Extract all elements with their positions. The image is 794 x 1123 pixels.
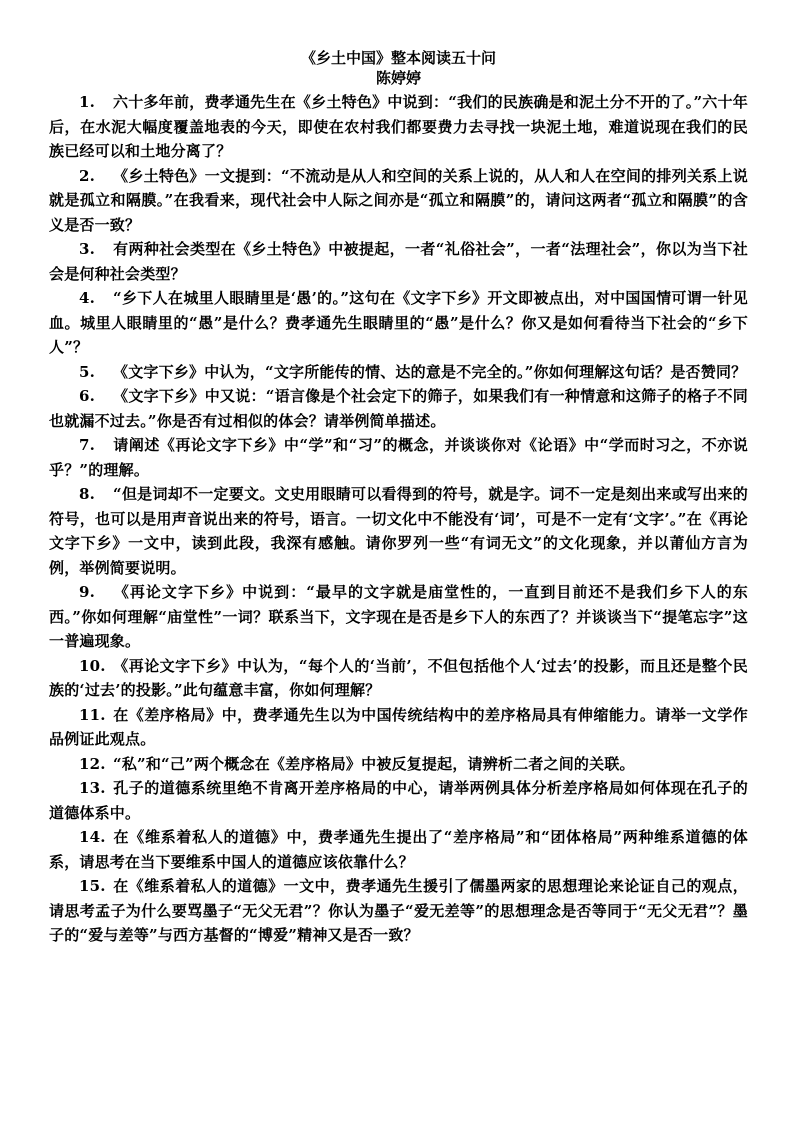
question-number: 1. (79, 93, 96, 111)
question-1 (49, 90, 748, 164)
question-number: 5. (79, 362, 96, 381)
question-10 (49, 654, 748, 703)
question-2 (49, 164, 748, 238)
question-8 (49, 482, 748, 580)
question-number: 4. (79, 289, 96, 307)
question-number: 14. (79, 828, 106, 846)
document-author: 陈婷婷 (375, 69, 421, 87)
question-text: 在《维系着私人的道德》一文中，费孝通先生援引了儒墨两家的思想理论来论证自己的观点，请思考孟子为什么要骂墨子“无父无君”？你认为墨子“爱无差等”的思想理念是否等同于“无父无君”？墨子的“爱与差等”与西方基督的“博爱”精神又是否一致？ (49, 877, 748, 944)
question-4 (49, 286, 748, 360)
question-number: 3. (79, 240, 96, 258)
question-number: 13. (79, 779, 106, 797)
question-number: 15. (79, 877, 106, 895)
question-text: 有两种社会类型在《乡土特色》中被提起，一者“礼俗社会”，一者“法理社会”，你以为当下社会是何种社会类型？ (49, 240, 748, 283)
question-number: 6. (79, 387, 96, 405)
question-9 (49, 580, 748, 654)
question-text: 孔子的道德系统里绝不肯离开差序格局的中心，请举两例具体分析差序格局如何体现在孔子的道德体系中。 (49, 779, 748, 822)
question-text: 《再论文字下乡》中认为，“每个人的‘当前’，不但包括他个人‘过去’的投影，而且还是整个民族的‘过去’的投影。”此句蕴意丰富，你如何理解？ (49, 656, 748, 699)
question-text: 在《差序格局》中，费孝通先生以为中国传统结构中的差序格局具有伸缩能力。请举一文学作品例证此观点。 (49, 705, 748, 748)
question-3 (49, 237, 748, 286)
question-text: 《再论文字下乡》中说到：“最早的文字就是庙堂性的，一直到目前还不是我们乡下人的东西。”你如何理解“庙堂性”一词？联系当下，文字现在是否是乡下人的东西了？并谈谈当下“提笔忘字”这一普遍现象。 (49, 583, 748, 650)
question-text: 六十多年前，费孝通先生在《乡土特色》中说到：“我们的民族确是和泥土分不开的了。”六十年后，在水泥大幅度覆盖地表的今天，即使在农村我们都要费力去寻找一块泥土地，难道说现在我们的民族已经可以和土地分离了？ (49, 93, 748, 160)
question-text: 《乡土特色》一文提到：“不流动是从人和空间的关系上说的，从人和人在空间的排列关系上说就是孤立和隔膜。”在我看来，现代社会中人际之间亦是“孤立和隔膜”的，请问这两者“孤立和隔膜”的含义是否一致？ (49, 166, 748, 234)
question-text: 在《维系着私人的道德》中，费孝通先生提出了“差序格局”和“团体格局”两种维系道德的体系，请思考在当下要维系中国人的道德应该依靠什么？ (49, 828, 748, 871)
question-text: “乡下人在城里人眼睛里是‘愚’的。”这句在《文字下乡》开文即被点出，对中国国情可谓一针见血。城里人眼睛里的“愚”是什么？费孝通先生眼睛里的“愚”是什么？你又是如何看待当下社会的“乡下人”？ (49, 289, 748, 356)
question-text: 请阐述《再论文字下乡》中“学”和“习”的概念，并谈谈你对《论语》中“学而时习之，不亦说乎？”的理解。 (49, 436, 748, 479)
question-13 (49, 776, 748, 825)
question-7 (49, 433, 748, 482)
question-text: “但是词却不一定要文。文史用眼睛可以看得到的符号，就是字。词不一定是刻出来或写出来的符号，也可以是用声音说出来的符号，语言。一切文化中不能没有‘词’，可是不一定有‘文字’。”在《再论文字下乡》一文中，读到此段，我深有感触。请你罗列一些“有词无文”的文化现象，并以莆仙方言为例，举例简要说明。 (49, 485, 748, 577)
question-number: 8. (79, 485, 96, 503)
question-text: 《文字下乡》中又说：“语言像是个社会定下的筛子，如果我们有一种情意和这筛子的格子不同也就漏不过去。”你是否有过相似的体会？请举例简单描述。 (49, 387, 748, 430)
question-number: 11. (79, 705, 106, 724)
question-number: 7. (79, 436, 96, 454)
question-6 (49, 384, 748, 433)
question-number: 9. (79, 583, 96, 601)
question-11 (49, 703, 748, 752)
question-5 (49, 360, 748, 385)
question-15 (49, 874, 748, 948)
question-number: 2. (79, 166, 96, 185)
question-number: 10. (79, 656, 106, 675)
question-12 (49, 752, 748, 777)
question-number: 12. (79, 754, 106, 773)
question-text: “私”和“己”两个概念在《差序格局》中被反复提起，请辨析二者之间的关联。 (113, 754, 635, 773)
question-text: 《文字下乡》中认为，“文字所能传的情、达的意是不完全的。”你如何理解这句话？是否赞同？ (113, 362, 747, 381)
question-14 (49, 825, 748, 874)
document-title: 《乡土中国》整本阅读五十问 (300, 49, 496, 67)
